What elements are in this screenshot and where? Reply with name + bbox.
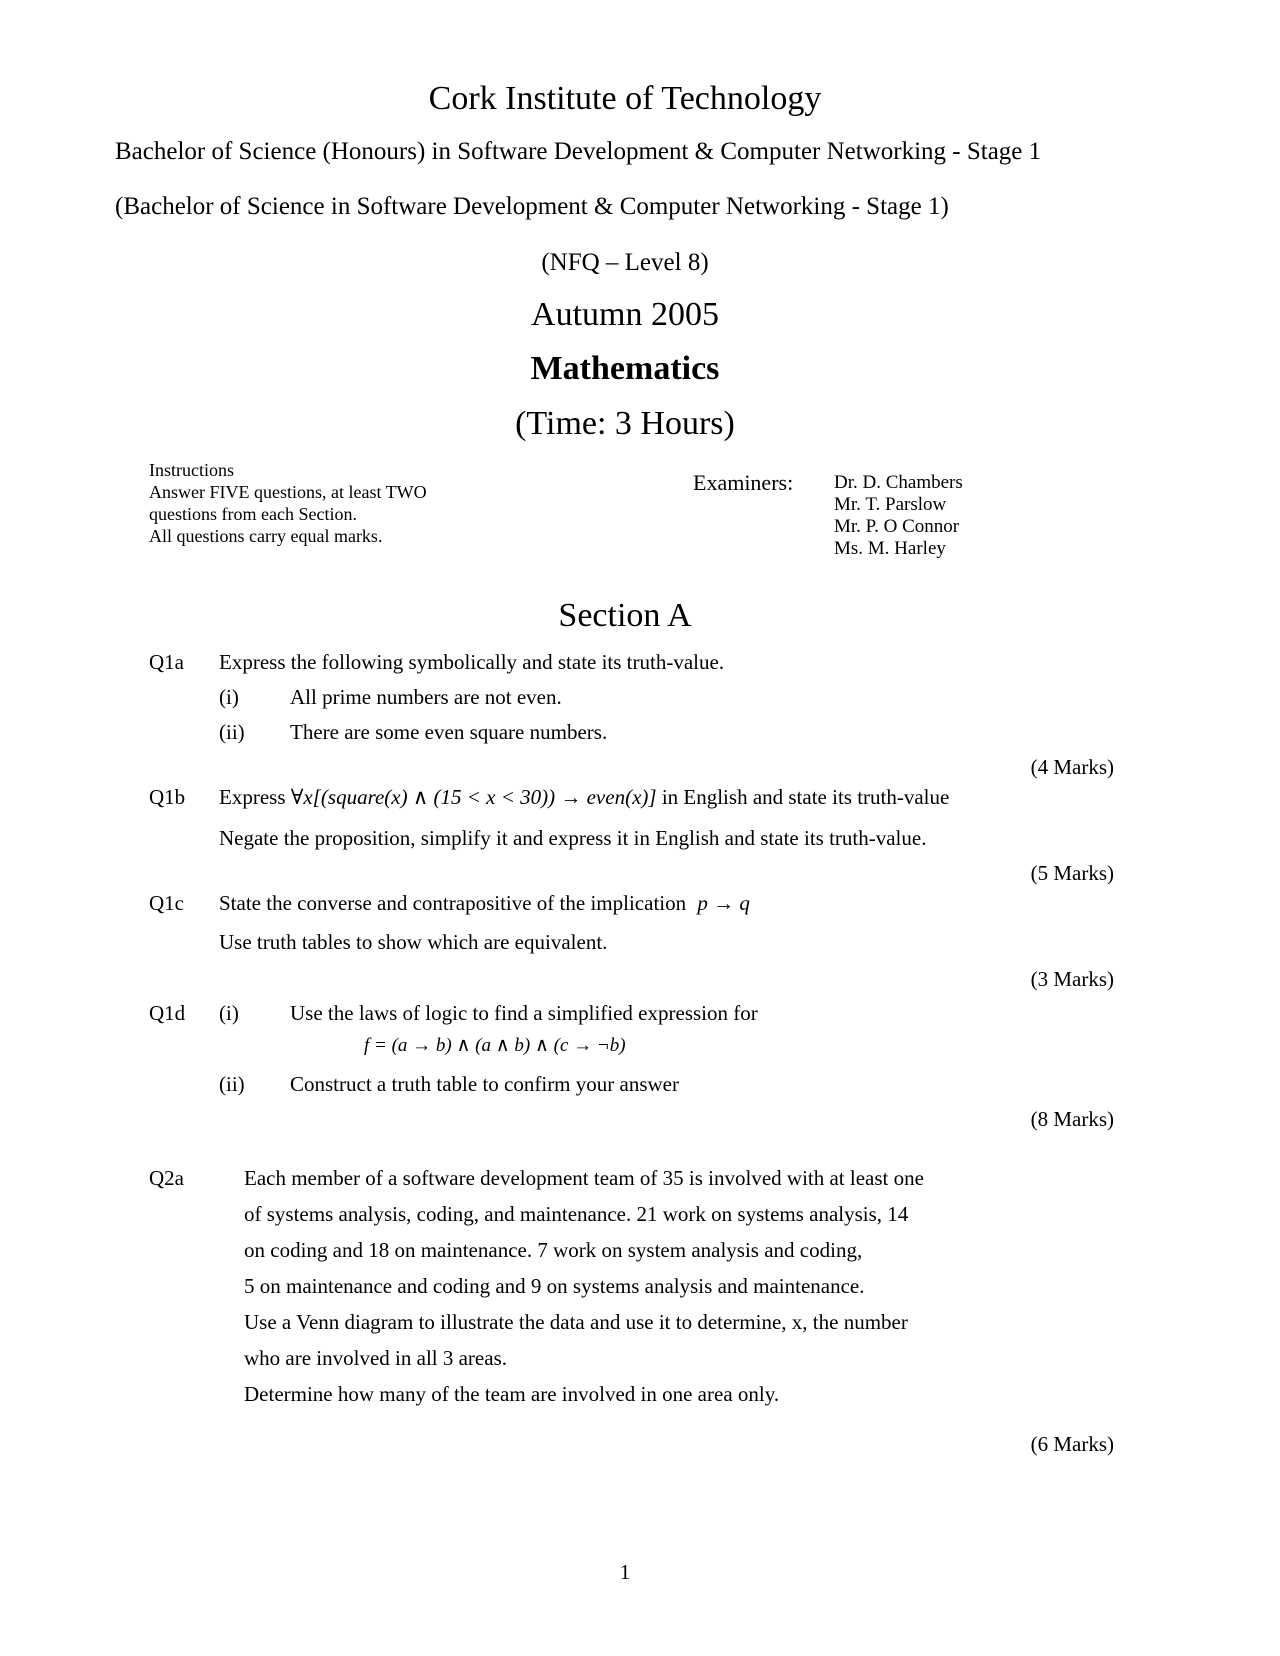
section-title: Section A [558,597,692,634]
logic-formula: ∀x[(square(x) ∧ (15 < x < 30)) → even(x)] [290,785,657,809]
marks-label: (3 Marks) [1030,967,1114,991]
item-text: Use the laws of logic to find a simplified expression for [290,1001,758,1025]
item-text: Construct a truth table to confirm your answer [290,1072,679,1096]
instructions-line: Answer FIVE questions, at least TWO [149,482,427,502]
page-number: 1 [619,1560,631,1584]
question-text: Determine how many of the team are involved in one area only. [244,1382,780,1406]
question-text: 5 on maintenance and coding and 9 on systems analysis and maintenance. [244,1274,865,1298]
institution-title: Cork Institute of Technology [428,80,822,117]
marks-label: (6 Marks) [1030,1432,1114,1456]
logic-formula: f = (a → b) ∧ (a ∧ b) ∧ (c → ¬b) [364,1035,626,1056]
nfq-level: (NFQ – Level 8) [541,249,709,276]
item-number: (i) [219,1001,239,1025]
examiner-name: Mr. T. Parslow [834,494,947,515]
question-suffix: in English and state its truth-value [661,785,950,809]
marks-label: (4 Marks) [1030,755,1114,779]
instructions-line: All questions carry equal marks. [149,526,383,546]
question-text: Express the following symbolically and state its truth-value. [219,650,725,674]
item-text: All prime numbers are not even. [290,685,562,709]
question-text: Negate the proposition, simplify it and express it in English and state its truth-value. [219,826,927,850]
item-number: (ii) [219,720,245,744]
instructions-line: questions from each Section. [149,504,357,524]
instructions-block [149,459,427,547]
subject-title: Mathematics [530,350,720,387]
exam-duration: (Time: 3 Hours) [515,405,735,442]
question-text: of systems analysis, coding, and maintenance. 21 work on systems analysis, 14 [244,1202,909,1226]
question-prefix: Express [219,785,286,809]
item-number: (i) [219,685,239,709]
question-label: Q2a [149,1166,184,1190]
question-text: on coding and 18 on maintenance. 7 work on system analysis and coding, [244,1238,863,1262]
question-text: who are involved in all 3 areas. [244,1346,507,1370]
examiners-label: Examiners: [693,470,794,495]
examiners-list [834,472,963,560]
question-label: Q1c [149,891,184,915]
marks-label: (5 Marks) [1030,861,1114,885]
examiner-name: Mr. P. O Connor [834,516,960,537]
question-text: Use truth tables to show which are equivalent. [219,930,608,954]
programme-alt-line: (Bachelor of Science in Software Development & Computer Networking - Stage 1) [115,193,949,220]
question-text: Each member of a software development team of 35 is involved with at least one [244,1166,924,1190]
exam-session: Autumn 2005 [531,296,719,333]
question-label: Q1d [149,1001,186,1025]
question-text [219,785,949,810]
question-prefix: State the converse and contrapositive of the implication [219,891,687,915]
examiner-name: Dr. D. Chambers [834,472,963,493]
item-number: (ii) [219,1072,245,1096]
examiner-name: Ms. M. Harley [834,538,946,559]
item-text: There are some even square numbers. [290,720,608,744]
logic-formula: p → q [697,891,750,915]
question-label: Q1b [149,785,186,809]
marks-label: (8 Marks) [1030,1107,1114,1131]
question-text: Use a Venn diagram to illustrate the data and use it to determine, x, the number [244,1310,908,1334]
question-text [219,891,750,916]
programme-line: Bachelor of Science (Honours) in Software Development & Computer Networking - Stage 1 [115,138,1042,165]
instructions-title: Instructions [149,460,234,480]
question-label: Q1a [149,650,184,674]
